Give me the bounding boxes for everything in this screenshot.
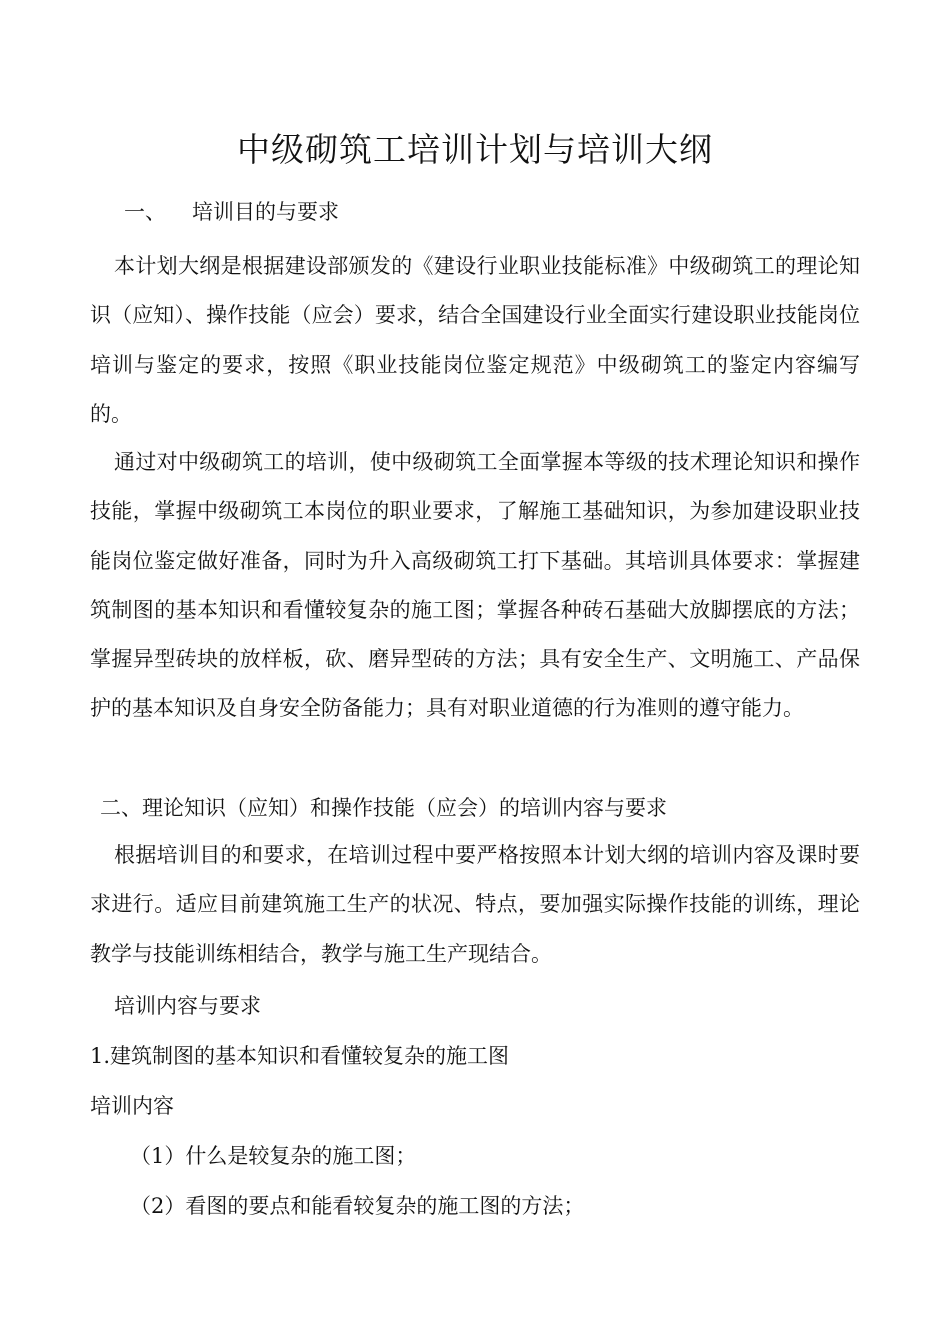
training-content-label: 培训内容 (90, 1094, 174, 1118)
section-1-heading (124, 196, 339, 228)
section-1-number: 一、 (124, 200, 166, 224)
item-1-heading: 1.建筑制图的基本知识和看懂较复杂的施工图 (90, 1044, 510, 1068)
paragraph-goals: 通过对中级砌筑工的培训，使中级砌筑工全面掌握本等级的技术理论知识和操作技能，掌握中级砌筑工本岗位的职业要求，了解施工基础知识，为参加建设职业技能岗位鉴定做好准备，同时为升入高级砌筑工打下基础。其培训具体要求：掌握建筑制图的基本知识和看懂较复杂的施工图；掌握各种砖石基础大放脚摆底的方法；掌握异型砖块的放样板，砍、磨异型砖的方法；具有安全生产、文明施工、产品保护的基本知识及自身安全防备能力；具有对职业道德的行为准则的遵守能力。 (90, 450, 860, 721)
section-1-title: 培训目的与要求 (192, 200, 339, 224)
paragraph-requirements: 根据培训目的和要求，在培训过程中要严格按照本计划大纲的培训内容及课时要求进行。适应目前建筑施工生产的状况、特点，要加强实际操作技能的训练，理论教学与技能训练相结合，教学与施工生产现结合。 (90, 843, 860, 966)
paragraph-intro: 本计划大纲是根据建设部颁发的《建设行业职业技能标准》中级砌筑工的理论知识（应知）、操作技能（应会）要求，结合全国建设行业全面实行建设职业技能岗位培训与鉴定的要求，按照《职业技能岗位鉴定规范》中级砌筑工的鉴定内容编写的。 (90, 254, 860, 426)
list-item: （2）看图的要点和能看较复杂的施工图的方法； (130, 1194, 585, 1218)
list-item: （1）什么是较复杂的施工图； (130, 1144, 417, 1168)
document-title: 中级砌筑工培训计划与培训大纲 (237, 130, 713, 169)
subheading-content-requirements: 培训内容与要求 (114, 994, 261, 1018)
section-2-heading: 二、理论知识（应知）和操作技能（应会）的培训内容与要求 (100, 796, 667, 820)
